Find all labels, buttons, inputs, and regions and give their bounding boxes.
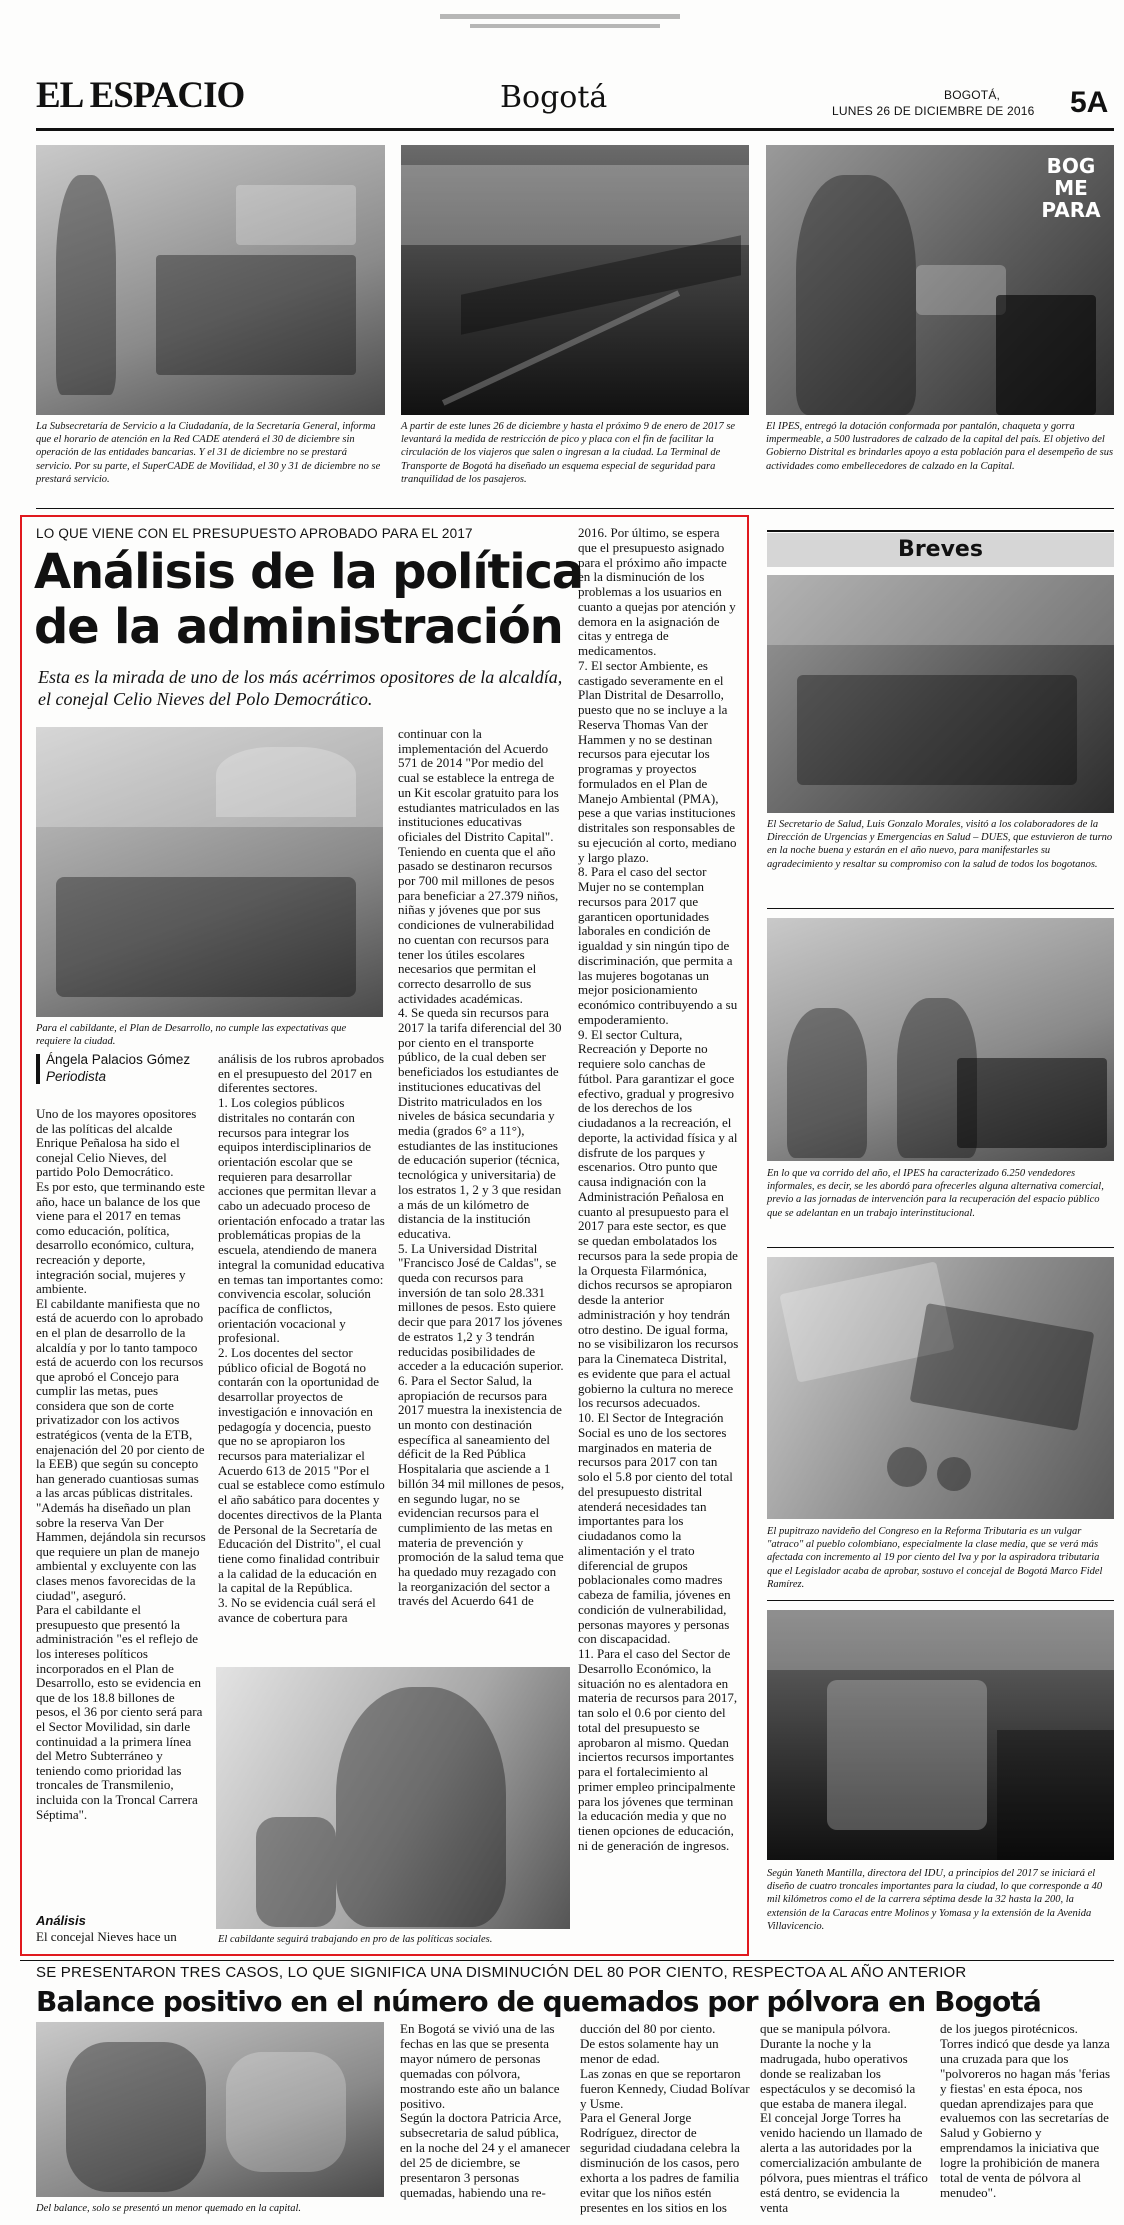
scan-artifact bbox=[470, 24, 660, 28]
photo-money-bills bbox=[767, 1257, 1114, 1519]
dateline-date: LUNES 26 DE DICIEMBRE DE 2016 bbox=[832, 104, 1035, 118]
top-photo-1-caption: La Subsecretaría de Servicio a la Ciudadanía, de la Secretaría General, informa que el horario de atención en la Red CADE atenderá el 30 de diciembre sin operación de las entidades bancarias. Y el 31 de diciembre no se prestará servicio. Por su parte, el SuperCADE de Movilidad, el 30 y 31 de diciembre no se prestará servicio. bbox=[36, 421, 381, 485]
author-name: Ángela Palacios Gómez bbox=[46, 1052, 191, 1067]
analysis-heading: Análisis bbox=[36, 1913, 86, 1928]
sign-text: BOG ME PARA bbox=[1041, 154, 1101, 222]
portrait-caption: El cabildante seguirá trabajando en pro de las políticas sociales. bbox=[218, 1934, 493, 1945]
author-role: Periodista bbox=[46, 1069, 107, 1084]
breves-rule-1 bbox=[767, 908, 1114, 909]
photo-vendors-meeting bbox=[767, 918, 1114, 1161]
photo-council-chamber bbox=[36, 727, 383, 1017]
main-photo-caption: Para el cabildante, el Plan de Desarrollo, no cumple las expectativas que requiere la ciudad. bbox=[36, 1023, 347, 1048]
bottom-column-1: En Bogotá se vivió una de las fechas en las que se presenta mayor número de personas quemadas con pólvora, mostrando este año un balance positivo. Según la doctora Patricia Arce, subsecretaria de salud pública, en la noche del 24 y el amanecer del 25 de diciembre, se presentaron 3 personas quemadas, habiendo una re- bbox=[400, 2022, 570, 2200]
photo-cade-counter bbox=[36, 145, 385, 415]
photo-ipes-delivery bbox=[766, 145, 1114, 415]
scan-artifact bbox=[440, 14, 680, 19]
header-rule bbox=[36, 128, 1114, 131]
main-headline-line2: de la administración bbox=[34, 599, 563, 655]
main-column-1-end: El concejal Nieves hace un bbox=[36, 1929, 177, 1944]
breves-rule-2 bbox=[767, 1247, 1114, 1248]
bottom-column-4: de los juegos pirotécnicos. Torres indicó que desde ya lanza una cruzada para que los "polvoreros no hagan más 'ferias y fiestas' en esta época, nos quedan aprendizajes para que evaluemos con las secretarías de Salud y Gobierno y emprendamos la iniciativa que logre la prohibición de manera total de venta de pólvora al menudeo". bbox=[940, 2022, 1111, 2200]
bottom-column-2: ducción del 80 por ciento. De estos solamente hay un menor de edad. Las zonas en que se reportaron fueron Kennedy, Ciudad Bolívar y Usme. Para el General Jorge Rodríguez, director de seguridad ciudadana celebra la disminución de los casos, pero exhorta a los padres de familia evitar que los niños estén presentes en los sitios en los bbox=[580, 2022, 750, 2215]
bottom-kicker: SE PRESENTARON TRES CASOS, LO QUE SIGNIFICA UNA DISMINUCIÓN DEL 80 POR CIENTO, RESPECTOA AL AÑO ANTERIOR bbox=[36, 1964, 967, 1981]
photo-council-portrait bbox=[216, 1667, 570, 1929]
main-column-1: Uno de los mayores opositores de las políticas del alcalde Enrique Peñalosa ha sido el conejal Celio Nieves, del partido Polo Democrático. Es por esto, que terminando este año, hace un balance de los que viene para el 2017 en temas como educación, política, desarrollo económico, cultura, recreación y deporte, integración social, mujeres y ambiente. El cabildante manifiesta que no está de acuerdo con lo aprobado en el plan de desarrollo de la alcaldía y por lo tanto tampoco está de acuerdo con los recursos que aprobó el Concejo para cumplir las metas, pues considera que son de corte privatizador con los activos estratégicos (venta de la ETB, enajenación del 20 por ciento de la EEB) que según su concepto han generado cuantiosas sumas a las arcas públicas distritales. "Además ha diseñado un plan sobre la reserva Van Der Hammen, dejándola sin recursos que requiere un plan de manejo ambiental y excluyente con las clases menos favorecidas de la ciudad", aseguró. Para el cabildante el presupuesto que presentó la administración "es el reflejo de los intereses políticos incorporados en el Plan de Desarrollo, esto se evidencia en que de los 18.8 billones de pesos, el 36 por ciento será para el Sector Movilidad, sin darle continuidad a la primera línea del Metro Subterráneo y teniendo como prioridad las troncales de Transmilenio, incluida con la Troncal Carrera Séptima". bbox=[36, 1107, 206, 1822]
main-column-3: continuar con la implementación del Acuerdo 571 de 2014 "Por medio del cual se establece la entrega de un Kit escolar gratuito para los estudiantes matriculados en las instituciones educativas oficiales del Distrito Capital". Teniendo en cuenta que el año pasado se destinaron recursos por 700 mil millones de pesos para beneficiar a 27.379 niños, niñas y jóvenes que por sus condiciones de vulnerabilidad no cuentan con recursos para tener los útiles escolares necesarios que permitan el correcto desarrollo de sus actividades académicas. 4. Se queda sin recursos para 2017 la tarifa diferencial del 30 por ciento en el transporte público, de la cual deben ser beneficiados los estudiantes de instituciones educativas del Distrito matriculados en los niveles de básica secundaria y media (grados 6° a 11°), estudiantes de las instituciones de educación superior (técnica, tecnológica y universitaria) de los estratos 1, 2 y 3 que residan a más de un kilómetro de distancia de la institución educativa. 5. La Universidad Distrital "Francisco José de Caldas", se queda con recursos para inversión de tan solo 28.331 millones de pesos. Esto quiere decir que para 2017 los jóvenes de estratos 1,2 y 3 tendrán reducidas posibilidades de acceder a la educación superior. 6. Para el Sector Salud, la apropiación de recursos para 2017 muestra la inexistencia de un monto con destinación específica al saneamiento del déficit de la Red Pública Hospitalaria que asciende a 1 billón 34 mil millones de pesos, en segundo lugar, no se evidencian recursos para el cumplimiento de las metas en materia de prevención y promoción de la salud tema que ha quedado muy rezagado con la reorganización del sector a través del Acuerdo 641 de bbox=[398, 727, 565, 1609]
photo-burn-victim bbox=[36, 2022, 384, 2197]
breves-4-caption: Según Yaneth Mantilla, directora del IDU, a principios del 2017 se iniciará el diseño de cuatro troncales importantes para la ciudad, lo que corresponde a 40 mil kilómetros como el de la carrera séptima desde la 32 hasta la 200, la extensión de la Caracas entre Molinos y Yomasa y la extensión de la Avenida Villavicencio. bbox=[767, 1868, 1103, 1932]
main-headline-line1: Análisis de la política bbox=[34, 544, 583, 600]
section-title: Bogotá bbox=[500, 80, 608, 115]
main-column-4: 2016. Por último, se espera que el presupuesto asignado para el próximo año impacte en la disminución de los problemas a los usuarios en cuanto a quejas por atención y demora en la asignación de citas y entrega de medicamentos. 7. El sector Ambiente, es castigado severamente en el Plan Distrital de Desarrollo, puesto que no se incluye a la Reserva Thomas Van der Hammen y no se destinan recursos para ejecutar los programas y proyectos formulados en el Plan de Manejo Ambiental (PMA), pese a que varias instituciones distritales son responsables de su ejecución al corto, mediano y largo plazo. 8. Para el caso del sector Mujer no se contemplan recursos para 2017 que garanticen oportunidades laborales en condición de igualdad y sin ningún tipo de discriminación, que permita a las mujeres bogotanas un mejor posicionamiento económico contribuyendo a su empoderamiento. 9. El sector Cultura, Recreación y Deporte no requiere solo canchas de fútbol. Para garantizar el goce efectivo, gradual y progresivo de los derechos de los ciudadanos a la recreación, el deporte, la actividad física y al disfrute de los parques y escenarios. Otro punto que causa indignación con la Administración Peñalosa en cuanto al presupuesto para el 2017 para este sector, es que se quedan embolatados los recursos para la sede propia de la Orquesta Filarmónica, dichos recursos se apropiaron desde la anterior administración y hoy tendrán otro destino. De igual forma, no se visibilizaron los recursos para la Cinemateca Distrital, es evidente que para el actual gobierno la cultura no merece los recursos adecuados. 10. El Sector de Integración Social es uno de los sectores marginados en materia de recursos para 2017 con tan solo el 5.8 por ciento del total del presupuesto distrital atenderá necesidades tan importantes para los ciudadanos como la alimentación y el trato diferencial de grupos poblacionales como madres cabeza de familia, jóvenes en condición de vulnerabilidad, personas mayores y personas con discapacidad. 11. Para el caso del Sector de Desarrollo Económico, la situación no es alentadora en materia de recursos para 2017, tan solo el 0.6 por ciento del total del presupuesto se aprobaron al mismo. Quedan inciertos recursos importantes para el fortalecimiento al primer empleo principalmente para los jóvenes que terminan la educación media y que no tienen opciones de educación, ni de generación de ingresos. bbox=[578, 526, 739, 1853]
breves-top-rule bbox=[767, 530, 1114, 532]
bottom-section-rule bbox=[20, 1960, 1114, 1961]
breves-rule-3 bbox=[767, 1600, 1114, 1601]
top-photo-2-caption: A partir de este lunes 26 de diciembre y hasta el próximo 9 de enero de 2017 se levantará la medida de restricción de pico y placa con el fin de facilitar la circulación de los viajeros que salen o ingresan a la ciudad. La Terminal de Transporte de Bogotá ha diseñado un esquema especial de seguridad para tranquilidad de los pasajeros. bbox=[401, 421, 736, 485]
author-bar bbox=[36, 1054, 40, 1084]
masthead: EL ESPACIO bbox=[36, 75, 245, 116]
page-number: 5A bbox=[1070, 86, 1109, 119]
breves-3-caption: El pupitrazo navideño del Congreso en la Reforma Tributaria es un vulgar "atraco" al pueblo colombiano, especialmente la clase media, que se verá más afectada con incremento al 19 por ciento del Iva y por la aspiradora tributaria que el Legislador acaba de aprobar, sostuvo el concejal de Bogotá Marco Fidel Ramírez. bbox=[767, 1526, 1103, 1590]
bottom-column-3: que se manipula pólvora. Durante la noche y la madrugada, hubo operativos donde se realizaban los espectáculos y se decomisó la que estaba de manera ilegal. El concejal Jorge Torres ha venido haciendo un llamado de alerta a las autoridades por la comercialización ambulante de pólvora, pues mientras el tráfico está dentro, se evidencia la venta bbox=[760, 2022, 928, 2215]
photo-transmilenio-bus bbox=[767, 1610, 1114, 1860]
bottom-headline: Balance positivo en el número de quemados por pólvora en Bogotá bbox=[36, 1985, 1041, 2018]
bottom-photo-caption: Del balance, solo se presentó un menor quemado en la capital. bbox=[36, 2203, 301, 2214]
top-photo-3-caption: El IPES, entregó la dotación conformada por pantalón, chaqueta y gorra impermeable, a 500 lustradores de calzado de la capital del país. El objetivo del Gobierno Distrital es brindarles apoyo a esta población para el desempeño de sus actividades como embellecedores de calzado en la Capital. bbox=[766, 421, 1114, 472]
photo-emergency-center bbox=[767, 575, 1114, 813]
main-column-2: análisis de los rubros aprobados en el presupuesto del 2017 en diferentes sectores. 1. Los colegios públicos distritales no contarán con recursos para integrar los equipos interdisciplinarios de orientación escolar que se requieren para desarrollar acciones que permitan llevar a cabo un adecuado proceso de orientación enfocado a tratar las problemáticas propias de la escuela, atendiendo de manera integral la comunidad educativa en temas tan importantes como: convivencia escolar, solución pacífica de conflictos, orientación vocacional y profesional. 2. Los docentes del sector público oficial de Bogotá no contarán con la oportunidad de desarrollar proyectos de investigación e innovación en pedagogía y docencia, puesto que no se apropiaron los recursos para materializar el Acuerdo 613 de 2015 "Por el cual se establece como estímulo el año sabático para docentes y docentes directivos de la Planta de Personal de la Secretaría de Educación del Distrito", el cual tiene como finalidad contribuir a la calidad de la educación en la capital de la República. 3. No se evidencia cuál será el avance de cobertura para bbox=[218, 1052, 385, 1625]
top-section-rule bbox=[36, 508, 1114, 509]
breves-title: Breves bbox=[767, 533, 1114, 567]
dateline-location: BOGOTÁ, bbox=[944, 88, 1001, 102]
breves-2-caption: En lo que va corrido del año, el IPES ha caracterizado 6.250 vendedores informales, es decir, se les abordó para ofrecerles alguna alternativa comercial, previo a las jornadas de intervención para la recuperación del espacio público que se adelantan en un trabajo interinstitucional. bbox=[767, 1168, 1104, 1219]
main-subheadline: Esta es la mirada de uno de los más acérrimos opositores de la alcaldía, el conejal Celio Nieves del Polo Democrático. bbox=[38, 667, 563, 709]
main-kicker: LO QUE VIENE CON EL PRESUPUESTO APROBADO PARA EL 2017 bbox=[36, 526, 473, 541]
breves-1-caption: El Secretario de Salud, Luis Gonzalo Morales, visitó a los colaboradores de la Dirección de Urgencias y Emergencias en Salud – DUES, que estuvieron de turno en la noche buena y estarán en el año nuevo, para manifestarles su agradecimiento y resaltar su compromiso con la salud de todos los bogotanos. bbox=[767, 819, 1113, 870]
photo-terminal-road bbox=[401, 145, 749, 415]
